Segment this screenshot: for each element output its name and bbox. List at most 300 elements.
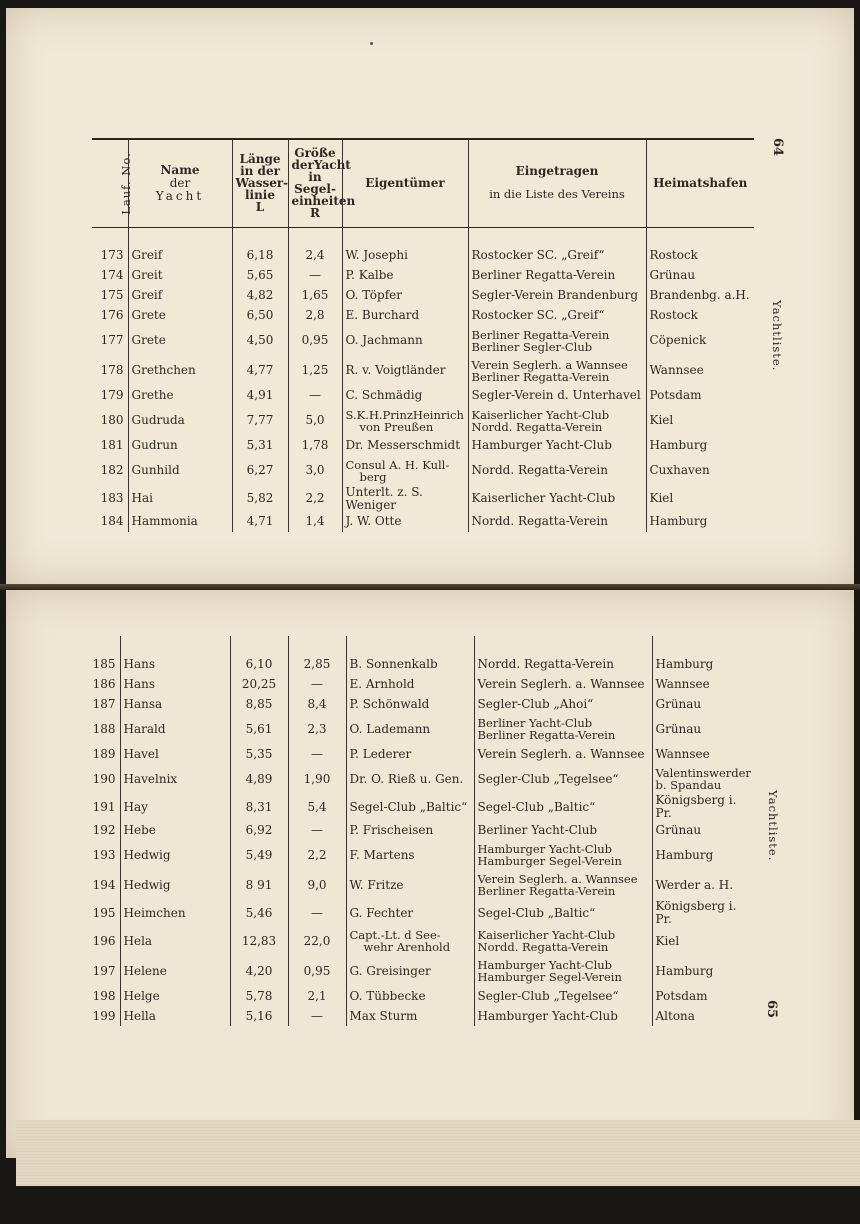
yacht-name-text: Greif [131,288,163,302]
club-entry-text: Berliner Yacht-Club [477,822,598,837]
home-port-text: Werder a. H. [655,877,734,892]
yacht-name [120,900,230,926]
length-value-text: 5,65 [246,268,274,282]
size-value-text: 1,78 [301,438,329,452]
home-port-text: b. Spandau [655,778,722,792]
size-value [288,926,346,956]
length-value [232,286,288,306]
row-number-text: 192 [92,822,116,837]
club-entry [474,820,652,840]
row-number [86,900,120,926]
club-entry-text: Kaiserlicher Yacht-Club [471,407,610,422]
row-number-text: 190 [92,771,116,786]
row-number-text: 178 [100,363,124,377]
owner-name [346,956,474,986]
size-value-text: 1,90 [303,771,331,786]
club-entry-text: Berliner Regatta-Verein [471,268,616,282]
row-number [92,486,128,512]
owner-name-text: Dr. O. Rieß u. Gen. [349,771,464,786]
club-entry [474,674,652,694]
length-value-text: 5,61 [245,721,273,736]
size-value [288,1006,346,1026]
size-value-text: 8,4 [307,696,327,711]
home-port [652,674,752,694]
row-number-text: 196 [92,933,116,948]
length-value-text: 6,10 [245,656,273,671]
yacht-name [128,246,232,266]
size-value-text: — [311,746,323,761]
length-value [232,386,288,406]
owner-name-text: G. Fechter [349,905,414,920]
row-number-text: 174 [100,268,124,282]
club-entry-text: Segel-Club „Baltic“ [477,905,596,920]
yacht-name [128,386,232,406]
owner-name [342,306,468,326]
size-value-text: 2,2 [305,491,325,505]
yacht-name [120,956,230,986]
home-port-text: Königsberg i. Pr. [655,793,737,820]
row-number-text: 197 [92,963,116,978]
club-entry [474,744,652,764]
club-entry-text: Segler-Club „Tegelsee“ [477,771,619,786]
length-value [230,956,288,986]
home-port-text: Hamburg [655,847,714,862]
owner-name [342,386,468,406]
owner-name [342,356,468,386]
club-entry [474,714,652,744]
row-number [86,764,120,794]
owner-name [346,900,474,926]
owner-name [346,794,474,820]
size-value [288,286,342,306]
owner-name [346,674,474,694]
size-value [288,486,342,512]
table-row [92,246,754,266]
yacht-name-text: Grete [131,308,166,322]
table-row [86,900,752,926]
size-value-text: 1,25 [301,363,329,377]
home-port-text: Wannsee [649,363,704,377]
owner-name-text: C. Schmädig [345,388,423,402]
home-port-text: Königsberg i. Pr. [655,899,737,926]
home-port-text: Grünau [655,721,702,736]
home-port [646,306,754,326]
yacht-name-text: Hansa [123,696,163,711]
row-number [86,926,120,956]
size-value [288,266,342,286]
length-value [230,900,288,926]
home-port-text: Hamburg [655,963,714,978]
length-value [230,764,288,794]
home-port [646,512,754,532]
club-entry-text: Hamburger Segel-Verein [477,854,622,868]
length-value [232,266,288,286]
header-name: Name der Yacht [128,139,232,227]
yacht-name [120,986,230,1006]
row-number [86,840,120,870]
owner-name-text: Capt.-Lt. d See- [349,928,441,942]
row-number [86,794,120,820]
table-row [86,870,752,900]
page-number-bottom: 65 [764,1000,779,1019]
table-header-row [92,139,754,227]
club-entry [474,654,652,674]
owner-name [346,820,474,840]
table-row [92,406,754,436]
home-port [652,870,752,900]
owner-name [346,870,474,900]
club-entry [468,286,646,306]
owner-name [346,694,474,714]
size-value [288,436,342,456]
table-row [86,744,752,764]
yacht-name-text: Havel [123,746,159,761]
club-entry [468,512,646,532]
owner-name [346,744,474,764]
owner-name-text: B. Sonnenkalb [349,656,438,671]
club-entry-text: Nordd. Regatta-Verein [471,463,608,477]
table-row [92,306,754,326]
yacht-name [128,456,232,486]
home-port [646,326,754,356]
page-number-top: 64 [770,138,785,157]
yacht-name-text: Hela [123,933,153,948]
row-number-text: 173 [100,248,124,262]
yacht-name [128,406,232,436]
club-entry-text: Berliner Regatta-Verein [477,884,616,898]
owner-name [342,246,468,266]
length-value-text: 6,50 [246,308,274,322]
yacht-name [120,870,230,900]
club-entry [468,356,646,386]
yacht-name [120,926,230,956]
length-value-text: 20,25 [241,676,277,691]
club-entry [468,386,646,406]
row-number [92,386,128,406]
row-number [86,654,120,674]
length-value [230,870,288,900]
owner-name-text: Unterlt. z. S. Weniger [345,484,423,512]
length-value-text: 4,20 [245,963,273,978]
size-value [288,744,346,764]
row-number-text: 195 [92,905,116,920]
club-entry [474,794,652,820]
row-number [92,246,128,266]
length-value [232,406,288,436]
row-number-text: 185 [92,656,116,671]
yacht-table-top [92,138,754,532]
size-value [288,306,342,326]
yacht-name-text: Hedwig [123,877,171,892]
yacht-name-text: Hella [123,1008,156,1023]
header-eigentuemer: Eigentümer [342,139,468,227]
home-port-text: Rostock [649,248,698,262]
home-port-text: Kiel [655,933,680,948]
row-number-text: 175 [100,288,124,302]
header-laenge: Länge in der Wasser- linie L [232,139,288,227]
yacht-name-text: Havelnix [123,771,178,786]
home-port [652,956,752,986]
size-value [288,694,346,714]
club-entry-text: Berliner Yacht-Club [477,716,593,730]
length-value [232,486,288,512]
size-value-text: 1,4 [305,514,325,528]
length-value-text: 8 91 [245,877,273,892]
home-port [652,840,752,870]
size-value-text: 1,65 [301,288,329,302]
home-port-text: Cuxhaven [649,463,710,477]
size-value [288,406,342,436]
row-number [92,512,128,532]
club-entry [474,840,652,870]
home-port [646,436,754,456]
yacht-name-text: Helene [123,963,167,978]
row-number [86,694,120,714]
home-port-text: Wannsee [655,676,710,691]
row-number [86,986,120,1006]
table-row [86,820,752,840]
size-value [288,512,342,532]
length-value-text: 7,77 [246,413,274,427]
club-entry [474,1006,652,1026]
yacht-name-text: Grethchen [131,363,196,377]
row-number [86,1006,120,1026]
table-row [86,654,752,674]
yacht-table-bottom [86,636,752,1026]
yacht-name [128,266,232,286]
club-entry [468,266,646,286]
owner-name-text: wehr Arenhold [363,940,451,954]
length-value [230,794,288,820]
row-number-text: 199 [92,1008,116,1023]
length-value-text: 8,31 [245,799,273,814]
row-number [92,286,128,306]
club-entry-text: Nordd. Regatta-Verein [477,656,614,671]
home-port-text: Valentinswerder [655,766,751,780]
club-entry-text: Verein Seglerh. a. Wannsee [477,676,645,691]
home-port-text: Altona [655,1008,695,1023]
owner-name [342,512,468,532]
size-value-text: — [311,1008,323,1023]
yacht-name-text: Gunhild [131,463,180,477]
table-row [92,286,754,306]
table-row [86,694,752,714]
row-number-text: 189 [92,746,116,761]
row-number [92,306,128,326]
yacht-name [120,794,230,820]
size-value-text: 2,4 [305,248,325,262]
yacht-name-text: Greit [131,268,163,282]
length-value [232,356,288,386]
size-value [288,674,346,694]
size-value [288,840,346,870]
club-entry-text: Segler-Club „Tegelsee“ [477,988,619,1003]
club-entry-text: Verein Seglerh. a. Wannsee [477,746,645,761]
club-entry [474,926,652,956]
home-port [652,986,752,1006]
yacht-name-text: Harald [123,721,166,736]
home-port-text: Grünau [649,268,696,282]
yacht-name-text: Hedwig [123,847,171,862]
owner-name-text: F. Martens [349,847,415,862]
club-entry [474,870,652,900]
table-row [92,512,754,532]
club-entry-text: Hamburger Yacht-Club [477,842,613,856]
length-value-text: 5,78 [245,988,273,1003]
length-value-text: 4,77 [246,363,274,377]
owner-name [342,406,468,436]
club-entry [474,986,652,1006]
home-port-text: Potsdam [655,988,708,1003]
owner-name-text: P. Kalbe [345,268,394,282]
size-value-text: 9,0 [307,877,327,892]
length-value [232,436,288,456]
club-entry-text: Berliner Regatta-Verein [471,327,610,342]
owner-name-text: G. Greisinger [349,963,431,978]
size-value-text: — [309,268,321,282]
club-entry [474,694,652,714]
row-number-text: 179 [100,388,124,402]
home-port [652,654,752,674]
yacht-name-text: Heimchen [123,905,186,920]
owner-name-text: P. Frischeisen [349,822,434,837]
size-value-text: 5,0 [305,413,325,427]
length-value-text: 8,85 [245,696,273,711]
home-port [646,406,754,436]
owner-name [346,654,474,674]
size-value [288,326,342,356]
home-port-text: Brandenbg. a.H. [649,288,750,302]
length-value [230,1006,288,1026]
owner-name [342,326,468,356]
length-value-text: 6,18 [246,248,274,262]
home-port [652,820,752,840]
yacht-name-text: Gudrun [131,438,178,452]
owner-name-text: P. Lederer [349,746,412,761]
club-entry-text: Rostocker SC. „Greif“ [471,248,605,262]
size-value [288,456,342,486]
owner-name [342,486,468,512]
table-row [86,714,752,744]
size-value-text: 2,3 [307,721,327,736]
yacht-name-text: Grete [131,333,166,347]
table-row [92,326,754,356]
size-value [288,900,346,926]
size-value-text: 22,0 [303,933,331,948]
yacht-name [128,286,232,306]
table-row [86,926,752,956]
club-entry-text: Verein Seglerh. a Wannsee [471,357,628,372]
home-port [652,900,752,926]
length-value [230,986,288,1006]
table-row [86,1006,752,1026]
length-value-text: 4,71 [246,514,274,528]
yacht-name-text: Hans [123,656,156,671]
home-port [646,246,754,266]
owner-name-text: E. Arnhold [349,676,415,691]
yacht-name-text: Helge [123,988,160,1003]
length-value-text: 5,82 [246,491,274,505]
yacht-name [128,326,232,356]
club-entry-text: Nordd. Regatta-Verein [471,419,603,434]
club-entry [468,306,646,326]
length-value-text: 4,91 [246,388,274,402]
header-lauf-no: Lauf. No. [92,139,128,227]
row-number-text: 193 [92,847,116,862]
length-value [230,926,288,956]
owner-name [346,840,474,870]
row-number-text: 182 [100,463,124,477]
home-port-text: Wannsee [655,746,710,761]
row-number [92,266,128,286]
owner-name [346,714,474,744]
row-number-text: 188 [92,721,116,736]
table-row [92,386,754,406]
owner-name [346,764,474,794]
club-entry-text: Berliner Regatta-Verein [477,728,616,742]
row-number [92,456,128,486]
home-port [652,714,752,744]
club-entry-text: Segler-Verein Brandenburg [471,288,639,302]
club-entry [474,764,652,794]
size-value-text: 2,85 [303,656,331,671]
length-value-text: 6,92 [245,822,273,837]
size-value-text: 2,1 [307,988,327,1003]
row-number-text: 176 [100,308,124,322]
owner-name-text: Consul A. H. Kull- [345,457,450,472]
row-number [86,956,120,986]
yacht-name-text: Hebe [123,822,156,837]
size-value-text: 5,4 [307,799,327,814]
length-value-text: 5,31 [246,438,274,452]
table-row [92,266,754,286]
ink-speck [370,42,373,45]
row-number [86,674,120,694]
length-value [232,326,288,356]
table-row [92,436,754,456]
club-entry-text: Segler-Verein d. Unterhavel [471,388,641,402]
side-label-top: Yachtliste. [770,300,784,372]
length-value-text: 6,27 [246,463,274,477]
yacht-name [128,306,232,326]
home-port-text: Hamburg [655,656,714,671]
yacht-name [120,764,230,794]
home-port-text: Rostock [649,308,698,322]
yacht-name [120,820,230,840]
size-value-text: — [311,676,323,691]
size-value-text: 0,95 [301,333,329,347]
yacht-name-text: Gudruda [131,413,185,427]
owner-name-text: R. v. Voigtländer [345,363,446,377]
length-value-text: 5,49 [245,847,273,862]
home-port [652,744,752,764]
yacht-name-text: Hans [123,676,156,691]
size-value-text: — [311,822,323,837]
home-port [646,486,754,512]
home-port-text: Hamburg [649,514,708,528]
table-row [86,794,752,820]
home-port-text: Grünau [655,696,702,711]
size-value [288,794,346,820]
size-value [288,986,346,1006]
size-value [288,820,346,840]
length-value [230,694,288,714]
row-number [86,744,120,764]
home-port [652,694,752,714]
table-row [86,674,752,694]
yacht-name-text: Hay [123,799,148,814]
table-row [86,956,752,986]
